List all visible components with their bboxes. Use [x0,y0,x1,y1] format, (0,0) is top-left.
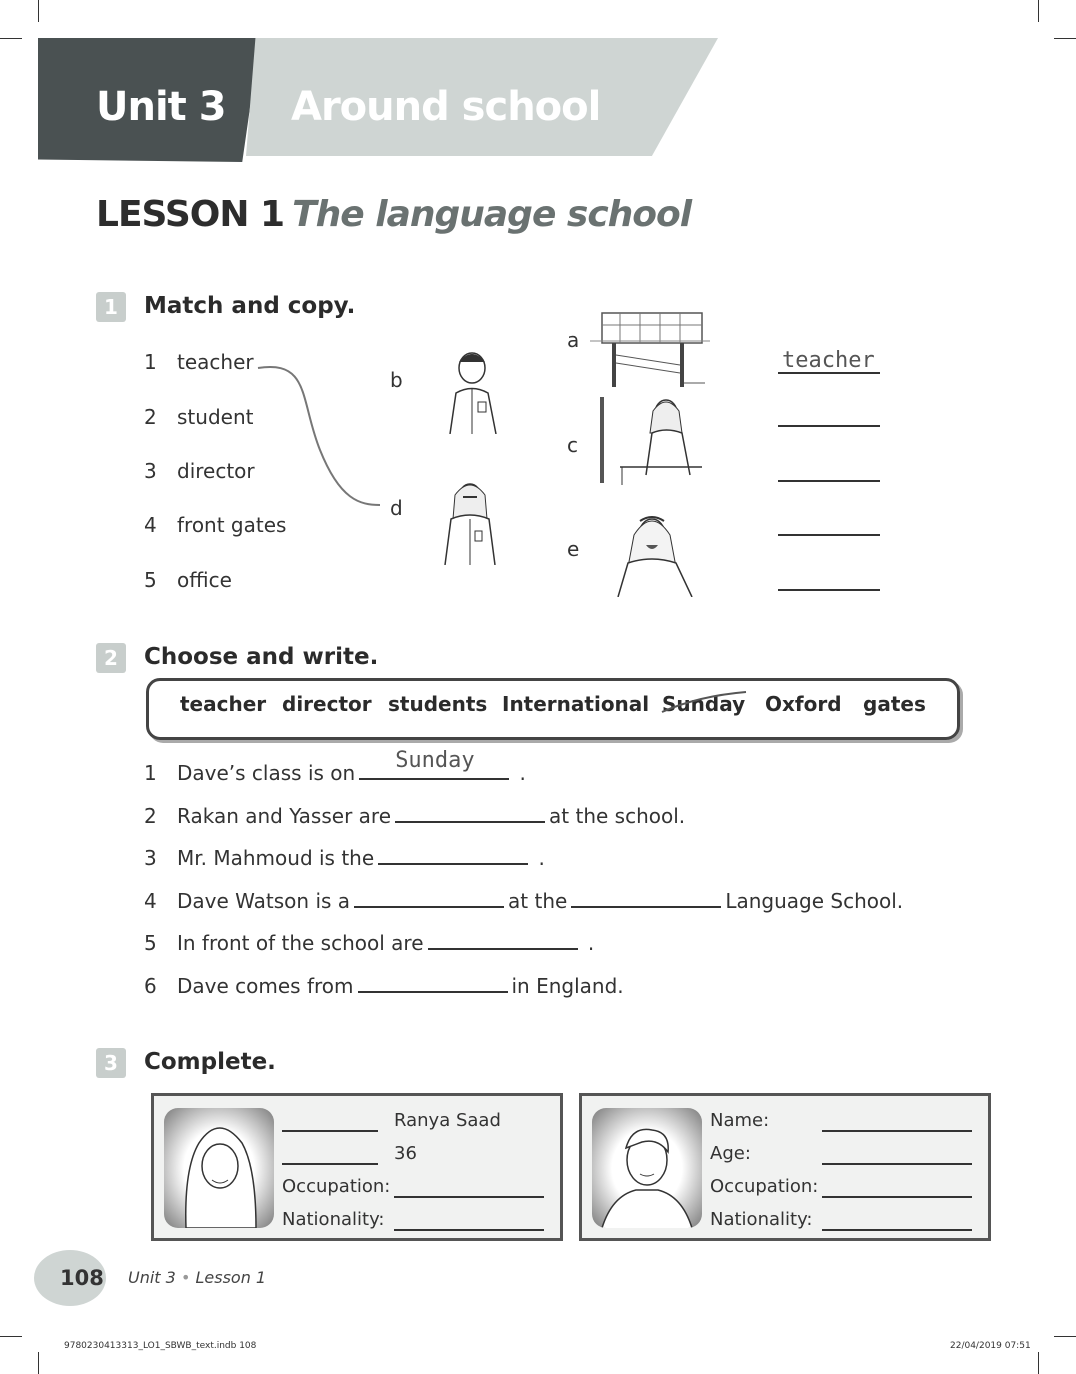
picture-letter: b [390,368,403,392]
nationality-label: Nationality: [710,1209,813,1230]
match-item: 4 front gates [144,513,287,537]
answer-example: Sunday [395,748,475,773]
picture-letter: d [390,496,403,520]
print-timestamp: 22/04/2019 07:51 [950,1341,1031,1351]
crop-mark [1038,1352,1039,1374]
lesson-label: LESSON 1 [96,194,285,235]
strike-through [658,688,750,718]
answer-line[interactable] [282,1163,378,1165]
exercise-number: 3 [96,1048,126,1078]
sentence: 4 Dave Watson is a at the Language School. [144,889,904,913]
age-value: 36 [394,1143,417,1164]
answer-blank[interactable] [354,888,504,908]
sentence: 5 In front of the school are . [144,931,595,955]
teacher-picture [425,475,515,565]
answer-blank[interactable] [378,845,528,865]
name-value: Ranya Saad [394,1110,501,1131]
answer-line[interactable] [822,1229,972,1231]
match-line [250,360,390,520]
answer-blank[interactable] [428,930,578,950]
exercise-number: 1 [96,292,126,322]
crop-mark [1054,38,1076,39]
man-portrait [592,1108,702,1228]
answer-line [778,372,880,374]
sentence: 6 Dave comes from in England. [144,974,624,998]
answer-line[interactable] [282,1130,378,1132]
crop-mark [38,1352,39,1374]
word-option: International [502,692,650,716]
nationality-label: Nationality: [282,1209,385,1230]
word-option: gates [863,692,926,716]
exercise-number: 2 [96,643,126,673]
exercise-title: Match and copy. [144,293,356,319]
exercise-title: Choose and write. [144,644,379,670]
profile-card-2 [579,1093,991,1241]
crop-mark [38,0,39,22]
word-option-crossed: Sunday [662,692,746,716]
match-item: 1 teacher [144,350,254,374]
word-option: teacher [180,692,267,716]
answer-line[interactable] [778,534,880,536]
sentence: 2 Rakan and Yasser are at the school. [144,804,686,828]
word-option: director [282,692,372,716]
answer-line[interactable] [778,425,880,427]
crop-mark [0,1336,22,1337]
picture-letter: e [567,537,580,561]
answer-line[interactable] [822,1130,972,1132]
name-label: Name: [710,1110,770,1131]
answer-line[interactable] [778,589,880,591]
sentence: 3 Mr. Mahmoud is the . [144,846,545,870]
match-item: 5 office [144,568,232,592]
age-label: Age: [710,1143,751,1164]
answer-line[interactable] [394,1196,544,1198]
sentence: 1 Dave’s class is on Sunday . [144,748,526,785]
answer-line[interactable] [822,1196,972,1198]
answer-blank[interactable] [571,888,721,908]
occupation-label: Occupation: [282,1176,391,1197]
answer-blank [359,748,509,780]
answer-line[interactable] [822,1163,972,1165]
print-slug: 9780230413313_LO1_SBWB_text.indb 108 [64,1341,257,1351]
exercise-title: Complete. [144,1049,276,1075]
answer-line[interactable] [394,1229,544,1231]
picture-letter: c [567,433,578,457]
page-number: 108 [60,1266,104,1290]
lesson-title: The language school [292,194,692,235]
crop-mark [1054,1336,1076,1337]
match-item: 3 director [144,459,255,483]
answer-blank[interactable] [358,973,508,993]
front-gates-picture [590,305,710,387]
picture-letter: a [567,328,580,352]
director-picture [598,393,716,485]
footer-running-title: Unit 3 • Lesson 1 [128,1268,267,1287]
word-option: Oxford [765,692,842,716]
office-picture [600,505,716,597]
lesson-heading [96,194,691,235]
woman-portrait [164,1108,274,1228]
crop-mark [1038,0,1039,22]
word-option: students [388,692,488,716]
occupation-label: Occupation: [710,1176,819,1197]
answer-example: teacher [782,348,875,373]
profile-card-1 [151,1093,563,1241]
answer-line[interactable] [778,480,880,482]
match-item: 2 student [144,405,254,429]
answer-blank[interactable] [395,803,545,823]
unit-label: Unit 3 [96,84,226,130]
crop-mark [0,38,22,39]
unit-title: Around school [291,84,601,130]
student-picture [420,348,530,434]
